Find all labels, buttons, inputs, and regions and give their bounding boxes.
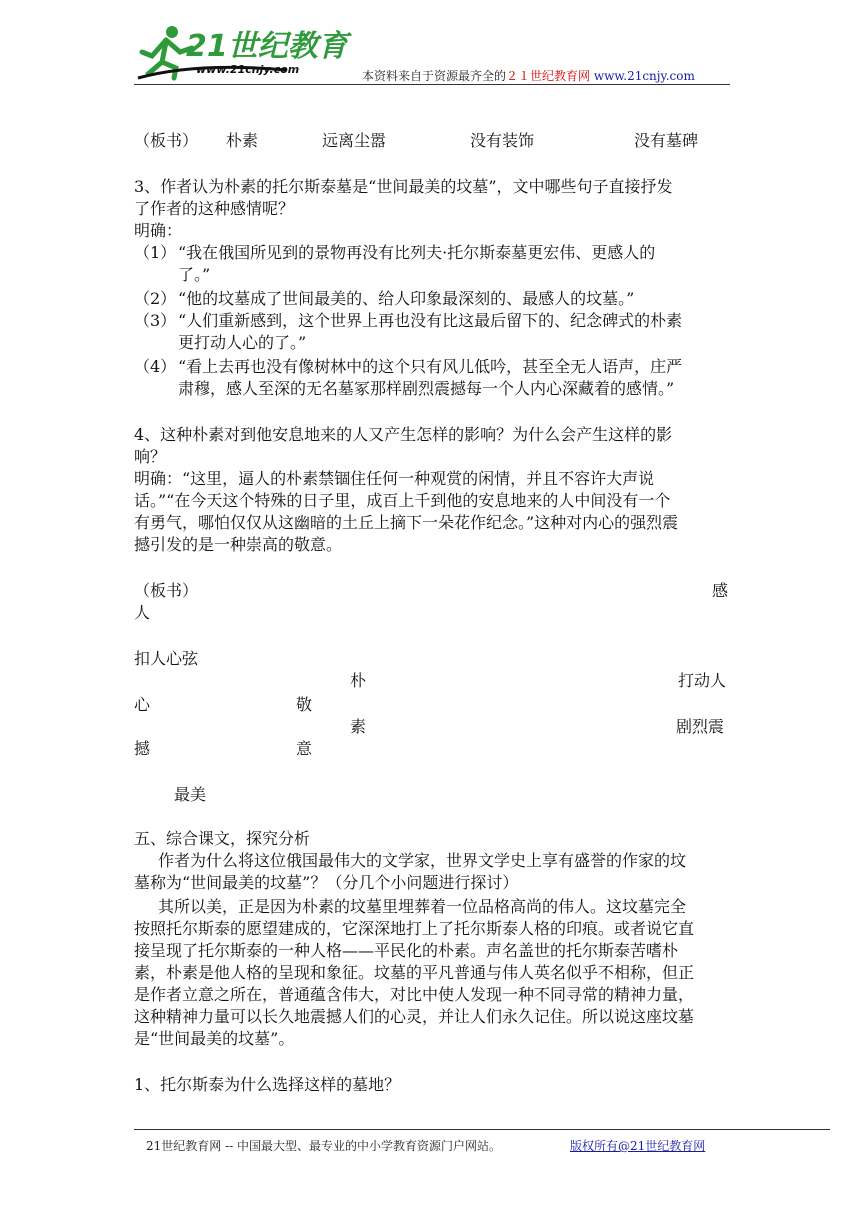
- footer-text: 21世纪教育网 -- 中国最大型、最专业的中小学教育资源门户网站。: [146, 1139, 502, 1153]
- board2-su: 素: [350, 717, 367, 736]
- tagline-prefix: 本资料来自于资源最齐全的: [362, 69, 507, 83]
- q3-question-cont: 了作者的这种感情呢？: [134, 199, 295, 218]
- board1-label: （板书）: [134, 131, 199, 150]
- q3-item-num: （4）: [134, 357, 177, 376]
- section5-p2-line: 接呈现了托尔斯泰的一种人格——平民化的朴素。声名盖世的托尔斯泰苦嗜朴: [134, 941, 679, 960]
- tagline-url[interactable]: www.21cnjy.com: [593, 69, 695, 83]
- section5-p1-line: 墓称为“世间最美的坟墓”？（分几个小问题进行探讨）: [134, 873, 519, 892]
- q4-answer-line: 话。”“在今天这个特殊的日子里，成百上千到他的安息地来的人中间没有一个: [134, 491, 671, 510]
- logo-title: 21世纪教育: [186, 29, 348, 64]
- board2-kou: 扣人心弦: [134, 649, 199, 668]
- section5-p2-line: 其所以美，正是因为朴素的坟墓里埋葬着一位品格高尚的伟人。这坟墓完全: [158, 897, 687, 916]
- q3-item-text: “我在俄国所见到的景物再没有比列夫·托尔斯泰墓更宏伟、更感人的: [178, 243, 656, 262]
- board2-label: （板书）: [134, 581, 199, 600]
- q3-item-text-cont: 肃穆，感人至深的无名墓冢那样剧烈震撼每一个人内心深藏着的感情。”: [178, 379, 675, 398]
- q3-item-num: （1）: [134, 243, 177, 262]
- copyright-link[interactable]: 版权所有@21世纪教育网: [570, 1139, 706, 1153]
- section5-p1-line: 作者为什么将这位俄国最伟大的文学家，世界文学史上享有盛誉的作家的坟: [158, 851, 687, 870]
- board2-dadong: 打动人: [678, 671, 727, 690]
- q3-item-num: （2）: [134, 289, 177, 308]
- board1-item: 远离尘嚣: [322, 131, 387, 150]
- section5-p2-line: 这种精神力量可以长久地震撼人们的心灵，并让人们永久记住。所以说这座坟墓: [134, 1007, 695, 1026]
- board2-ren: 人: [134, 603, 151, 622]
- q3-item-text: “人们重新感到，这个世界上再也没有比这最后留下的、纪念碑式的朴素: [178, 311, 683, 330]
- q3-question: 3、作者认为朴素的托尔斯泰墓是“世间最美的坟墓”，文中哪些句子直接抒发: [134, 177, 673, 196]
- board2-han: 撼: [134, 739, 151, 758]
- q3-item-num: （3）: [134, 311, 177, 330]
- board2-pu: 朴: [350, 671, 367, 690]
- section5-p2-line: 是作者立意之所在，普通蕴含伟大，对比中使人发现一种不同寻常的精神力量，: [134, 985, 695, 1004]
- board2-gan: 感: [712, 581, 729, 600]
- q4-answer-line: 有勇气，哪怕仅仅从这幽暗的土丘上摘下一朵花作纪念。”这种对内心的强烈震: [134, 513, 679, 532]
- board2-zuimei: 最美: [174, 785, 207, 804]
- q4-answer-line: 明确：“这里，逼人的朴素禁锢住任何一种观赏的闲情，并且不容许大声说: [134, 469, 655, 488]
- header-tagline: [362, 68, 695, 84]
- q3-item-text: “他的坟墓成了世间最美的、给人印象最深刻的、最感人的坟墓。”: [178, 289, 635, 308]
- logo-url: www.21cnjy.com: [196, 63, 300, 76]
- board2-julie: 剧烈震: [676, 717, 725, 736]
- header-divider: [134, 84, 730, 85]
- q3-item-text: “看上去再也没有像树林中的这个只有风儿低吟，甚至全无人语声，庄严: [178, 357, 683, 376]
- q3-answer-label: 明确：: [134, 221, 183, 240]
- section5-p2-line: 素，朴素是他人格的呈现和象征。坟墓的平凡普通与伟人英名似乎不相称，但正: [134, 963, 695, 982]
- q3-item-text-cont: 更打动人心的了。”: [178, 333, 307, 352]
- board1-item: 没有墓碑: [634, 131, 699, 150]
- q4-question-cont: 响？: [134, 447, 167, 466]
- board2-jing: 敬: [296, 695, 313, 714]
- q4-question: 4、这种朴素对到他安息地来的人又产生怎样的影响？为什么会产生这样的影: [134, 425, 673, 444]
- q4-answer-line: 撼引发的是一种崇高的敬意。: [134, 535, 343, 554]
- board2-yi: 意: [296, 739, 313, 758]
- section5-q1: 1、托尔斯泰为什么选择这样的墓地？: [134, 1075, 401, 1094]
- section5-p2-line: 是“世间最美的坟墓”。: [134, 1029, 295, 1048]
- section5-p2-line: 按照托尔斯泰的愿望建成的，它深深地打上了托尔斯泰人格的印痕。或者说它直: [134, 919, 695, 938]
- footer-divider: [134, 1129, 830, 1130]
- section5-title: 五、综合课文，探究分析: [134, 829, 311, 848]
- board2-xin: 心: [134, 695, 151, 714]
- board1-item: 朴素: [226, 131, 259, 150]
- tagline-brand: ２１世纪教育网: [506, 69, 591, 83]
- board1-item: 没有装饰: [470, 131, 535, 150]
- q3-item-text-cont: 了。”: [178, 265, 211, 284]
